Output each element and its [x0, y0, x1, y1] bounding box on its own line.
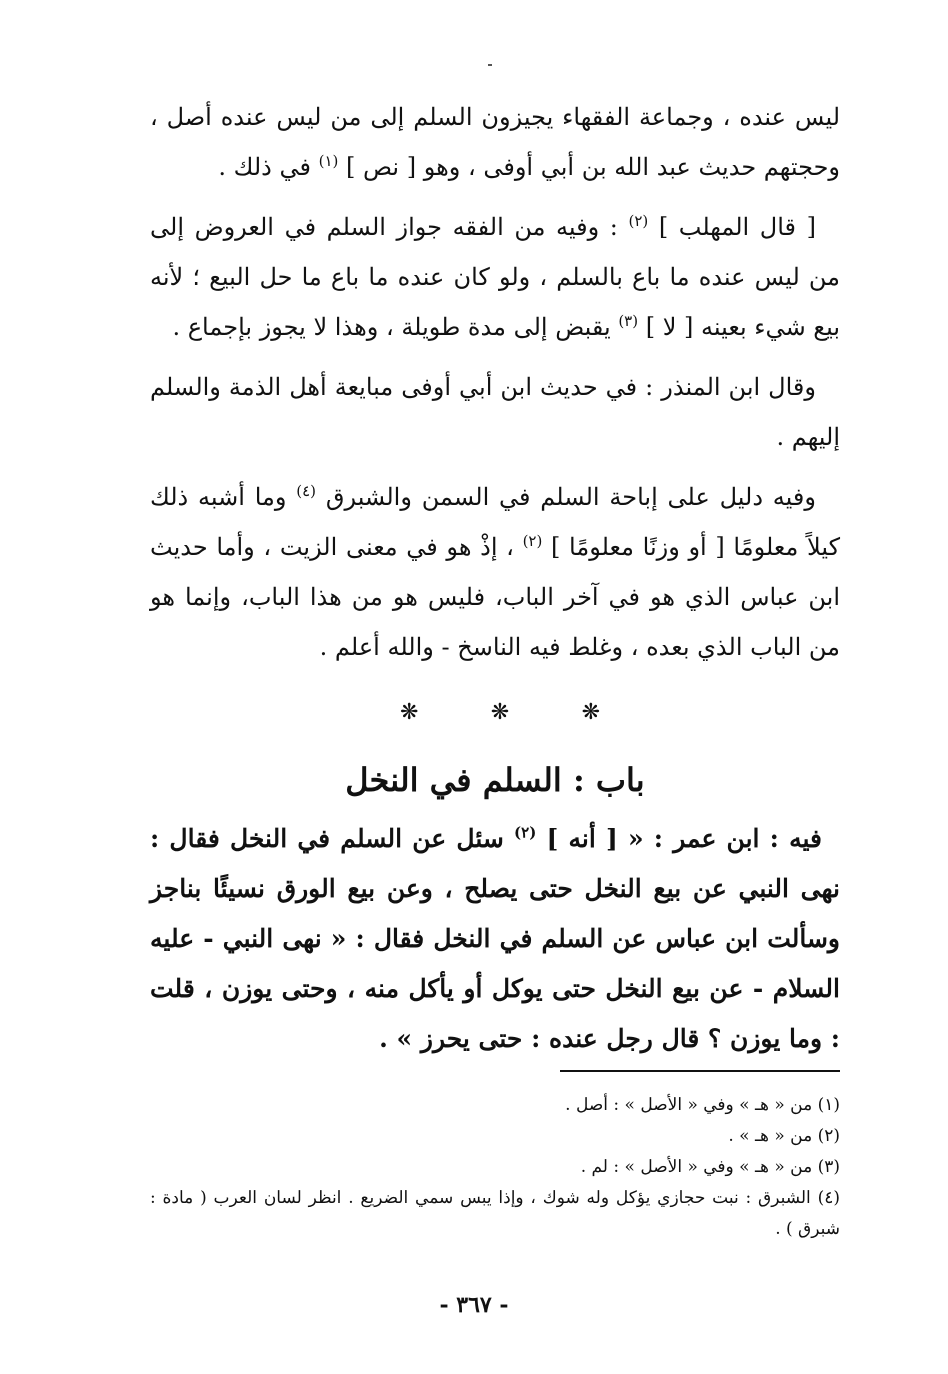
paragraph-4: وفيه دليل على إباحة السلم في السمن والشبرق $^{(٤)}$ وما أشبه ذلك كيلاً معلومًا [ أو وزنًا معلومًا ] $^{(٢)}$ ، إذْ هو في معنى الزيت ، وأما حديث ابن عباس الذي هو في آخر الباب، فليس هو من هذا الباب، وإنما هو من الباب الذي بعده ، وغلط فيه الناسخ - والله أعلم .: [150, 482, 840, 661]
footnote-ref[interactable]: (٤): [296, 482, 317, 500]
chapter-title: باب : السلم في النخل: [345, 761, 645, 799]
asterism-icon: ❋: [400, 700, 419, 725]
footnote-item: (٤) الشبرق : نبت حجازي يؤكل وله شوك ، وإذا يبس سمي الضريع . انظر لسان العرب ( مادة : شبرق ) .: [150, 1188, 840, 1239]
footnote-ref[interactable]: (٢): [522, 532, 543, 550]
paragraph-3: وقال ابن المنذر : في حديث ابن أبي أوفى مبايعة أهل الذمة والسلم إليهم .: [150, 373, 840, 451]
footnote-ref[interactable]: (١): [318, 152, 339, 170]
footnote-item: (١) من « هـ » وفي « الأصل » : أصل .: [565, 1095, 840, 1115]
hadith-text: فيه : ابن عمر : « [ أنه ] $^{(٢)}$ سئل عن السلم في النخل فقال : نهى النبي عن بيع النخل حتى يصلح ، وعن بيع الورق نسيئًا بناجز وسألت ابن عباس عن السلم في النخل فقال : « نهى النبي - عليه السلام - عن بيع النخل حتى يوكل أو يأكل منه ، وحتى يوزن ، قلت : وما يوزن ؟ قال رجل عنده : حتى يحرز » .: [150, 823, 840, 1053]
top-mark: [488, 64, 492, 66]
section-separator: [400, 700, 600, 725]
asterism-icon: ❋: [490, 700, 510, 725]
footnote-item: (٣) من « هـ » وفي « الأصل » : لم .: [580, 1157, 840, 1177]
main-text: [150, 92, 840, 682]
footnotes-list: [150, 1090, 840, 1245]
footnote-ref[interactable]: (٢): [514, 823, 537, 842]
paragraph-1: ليس عنده ، وجماعة الفقهاء يجيزون السلم إلى من ليس عنده أصل ، وحجتهم حديث عبد الله بن أبي أوفى ، وهو [ نص ] $^{(١)}$ في ذلك .: [150, 103, 840, 181]
footnote-divider: [560, 1070, 840, 1072]
footnote-ref[interactable]: (٣): [618, 312, 639, 330]
footnote-ref[interactable]: (٢): [628, 212, 649, 230]
page-number: - ٣٦٧ -: [439, 1292, 509, 1318]
asterism-icon: ❋: [581, 700, 600, 725]
footnote-item: (٢) من « هـ » .: [728, 1126, 840, 1146]
paragraph-2: [ قال المهلب ] $^{(٢)}$ : وفيه من الفقه جواز السلم في العروض إلى من ليس عنده ما باع بالسلم ، ولو كان عنده ما باع ما حل البيع ؛ لأنه بيع شيء بعينه [ لا ] $^{(٣)}$ يقبض إلى مدة طويلة ، وهذا لا يجوز بإجماع .: [150, 212, 840, 341]
